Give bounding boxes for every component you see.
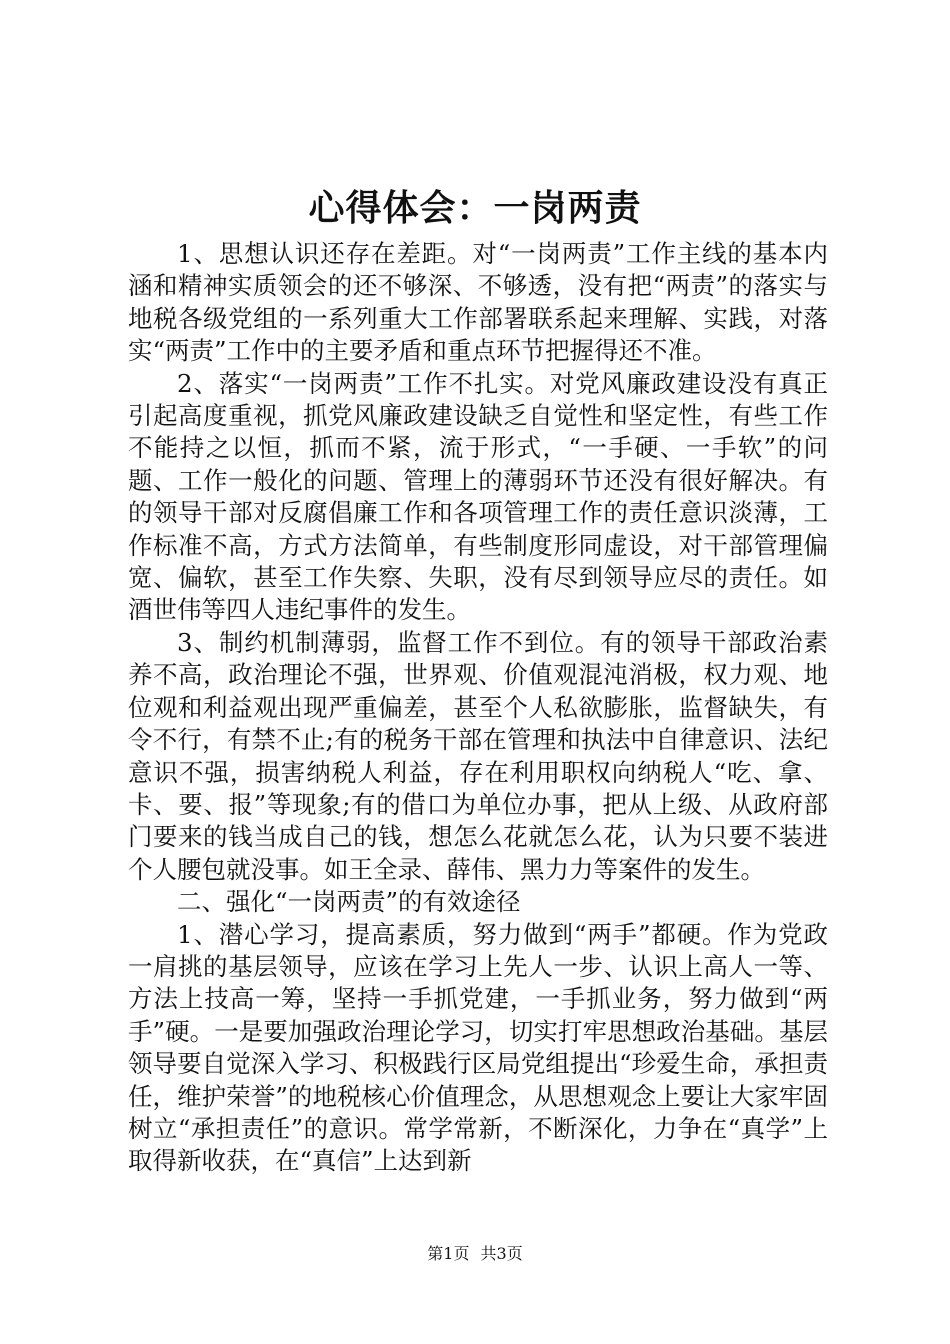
- paragraph-2: 2、落实“一岗两责”工作不扎实。对党风廉政建设没有真正引起高度重视，抓党风廉政建设缺乏自觉性和坚定性，有些工作不能持之以恒，抓而不紧，流于形式，“一手硬、一手软”的问题、工作一般化的问题、管理上的薄弱环节还没有很好解决。有的领导干部对反腐倡廉工作和各项管理工作的责任意识淡薄，工作标准不高，方式方法简单，有些制度形同虚设，对干部管理偏宽、偏软，甚至工作失察、失职，没有尽到领导应尽的责任。如酒世伟等四人违纪事件的发生。: [128, 368, 828, 625]
- page-number: 第1页: [427, 1244, 470, 1263]
- paragraph-1: 1、思想认识还存在差距。对“一岗两责”工作主线的基本内涵和精神实质领会的还不够深、不够透，没有把“两责”的落实与地税各级党组的一系列重大工作部署联系起来理解、实践，对落实“两责”工作中的主要矛盾和重点环节把握得还不准。: [128, 239, 828, 366]
- paragraph-3: 3、制约机制薄弱，监督工作不到位。有的领导干部政治素养不高，政治理论不强，世界观、价值观混沌消极，权力观、地位观和利益观出现严重偏差，甚至个人私欲膨胀，监督缺失，有令不行，有禁不止;有的税务干部在管理和执法中自律意识、法纪意识不强，损害纳税人利益，存在利用职权向纳税人“吃、拿、卡、要、报”等现象;有的借口为单位办事，把从上级、从政府部门要来的钱当成自己的钱，想怎么花就怎么花，认为只要不装进个人腰包就没事。如王全录、薛伟、黑力力等案件的发生。: [128, 627, 828, 884]
- paragraph-4: 1、潜心学习，提高素质，努力做到“两手”都硬。作为党政一肩挑的基层领导，应该在学习上先人一步、认识上高人一等、方法上技高一筹，坚持一手抓党建，一手抓业务，努力做到“两手”硬。一是要加强政治理论学习，切实打牢思想政治基础。基层领导要自觉深入学习、积极践行区局党组提出“珍爱生命，承担责任，维护荣誉”的地税核心价值理念，从思想观念上要让大家牢固树立“承担责任”的意识。常学常新，不断深化，力争在“真学”上取得新收获，在“真信”上达到新: [128, 919, 828, 1176]
- page-footer: [0, 1242, 950, 1266]
- document-body: [128, 238, 828, 1178]
- page-total: 共3页: [480, 1244, 523, 1263]
- section-heading: 二、强化“一岗两责”的有效途径: [177, 887, 521, 917]
- document-title: 心得体会：一岗两责: [308, 187, 642, 229]
